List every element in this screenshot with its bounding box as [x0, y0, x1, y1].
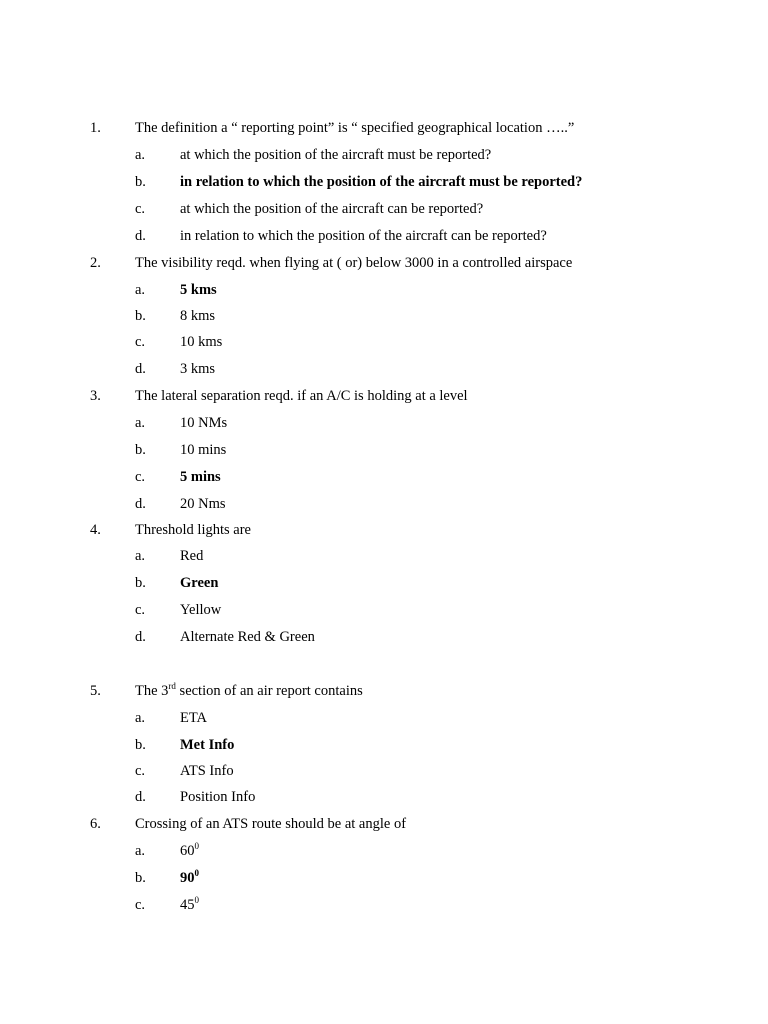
option-letter: d. — [135, 496, 146, 512]
question-text: The lateral separation reqd. if an A/C is holding at a level — [135, 388, 468, 404]
question-number: 4. — [90, 522, 101, 538]
option-letter: a. — [135, 415, 146, 431]
option-text: Yellow — [180, 602, 222, 618]
degree-superscript: 0 — [194, 868, 199, 879]
option-text-answer: 5 mins — [180, 469, 221, 485]
option-text: 3 kms — [180, 361, 216, 377]
question-text: Crossing of an ATS route should be at angle of — [135, 816, 407, 832]
option-letter: a. — [135, 710, 146, 726]
degree-superscript: 0 — [194, 841, 199, 852]
option-letter: b. — [135, 442, 146, 458]
option-letter: c. — [135, 763, 146, 779]
option-letter: b. — [135, 174, 146, 190]
option-letter: b. — [135, 870, 146, 886]
question-text: Threshold lights are — [135, 522, 251, 538]
option-text: ATS Info — [180, 763, 234, 779]
option-letter: a. — [135, 548, 146, 564]
option-letter: c. — [135, 201, 146, 217]
question-number: 1. — [90, 120, 101, 136]
option-letter: b. — [135, 308, 146, 324]
option-text: 10 NMs — [180, 415, 228, 431]
option-text: 20 Nms — [180, 496, 226, 512]
option-text-answer: Green — [180, 575, 219, 591]
option-text: 8 kms — [180, 308, 216, 324]
option-letter: d. — [135, 789, 146, 805]
option-letter: d. — [135, 361, 146, 377]
question-number: 5. — [90, 683, 101, 699]
ordinal-superscript: rd — [168, 681, 176, 692]
option-text: 10 mins — [180, 442, 227, 458]
option-letter: c. — [135, 469, 146, 485]
option-text-answer: $90^0$ — [180, 868, 199, 886]
option-letter: d. — [135, 228, 146, 244]
option-text: in relation to which the position of the aircraft can be reported? — [180, 228, 547, 244]
question-text: The definition a “ reporting point” is “ specified geographical location …..” — [135, 120, 575, 136]
option-text: $45^0$ — [180, 895, 199, 913]
degree-superscript: 0 — [194, 895, 199, 906]
option-letter: b. — [135, 575, 146, 591]
option-text: Alternate Red & Green — [180, 629, 315, 645]
question-number: 6. — [90, 816, 101, 832]
option-letter: a. — [135, 282, 146, 298]
question-text: The 3rd section of an air report contains — [135, 681, 363, 699]
option-letter: b. — [135, 737, 146, 753]
question-number: 3. — [90, 388, 101, 404]
option-text: at which the position of the aircraft must be reported? — [180, 147, 492, 163]
option-text: $60^0$ — [180, 841, 199, 859]
option-text: at which the position of the aircraft can be reported? — [180, 201, 484, 217]
option-text: Position Info — [180, 789, 256, 805]
option-letter: c. — [135, 334, 146, 350]
option-letter: d. — [135, 629, 146, 645]
option-text-answer: Met Info — [180, 737, 235, 753]
option-text-answer: 5 kms — [180, 282, 217, 298]
option-text-answer: in relation to which the position of the aircraft must be reported? — [180, 174, 583, 190]
question-text: The visibility reqd. when flying at ( or) below 3000 in a controlled airspace — [135, 255, 573, 271]
option-letter: a. — [135, 147, 146, 163]
option-letter: a. — [135, 843, 146, 859]
option-text: Red — [180, 548, 204, 564]
option-text: ETA — [180, 710, 208, 726]
option-letter: c. — [135, 897, 146, 913]
option-letter: c. — [135, 602, 146, 618]
option-text: 10 kms — [180, 334, 223, 350]
question-number: 2. — [90, 255, 101, 271]
